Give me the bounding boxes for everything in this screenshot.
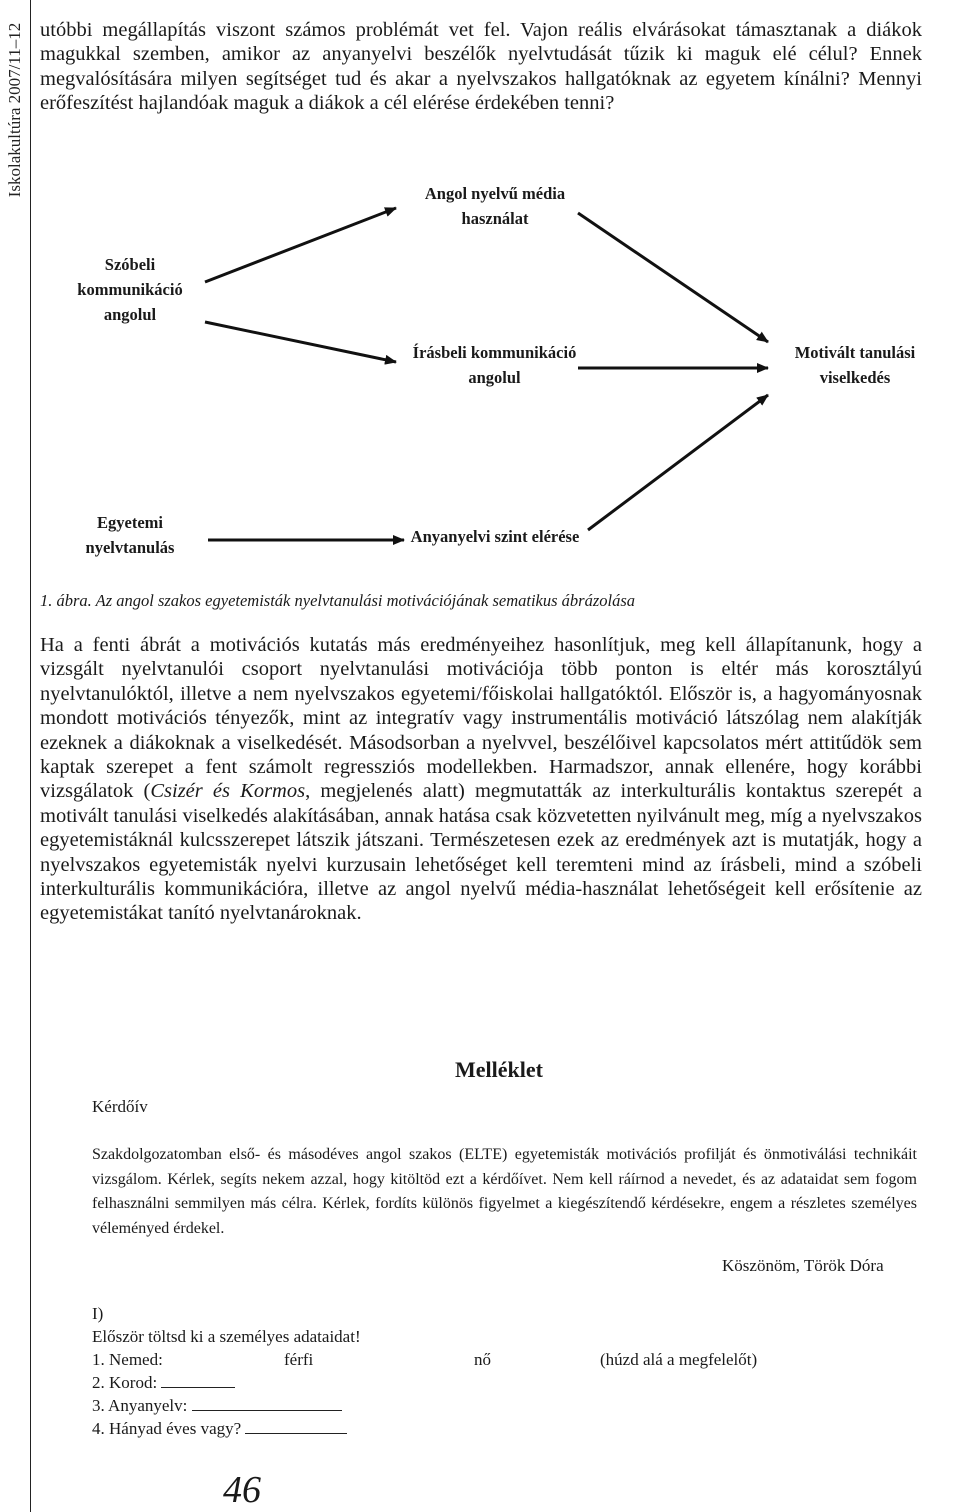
node-native-level: Anyanyelvi szint elérése — [410, 527, 580, 546]
intro-paragraph: utóbbi megállapítás viszont számos problémát vet fel. Vajon reális elvárásokat támasztanak a diákok magukkal szemben, amikor az anyanyelvi beszélők nyelvtudását tűzik ki maguk elé célul? Ennek megvalósítására milyen segítséget tud és akar a nyelvszakos hallgatóknak az egyetem kínálni? Mennyi erőfeszítést hajlandóak maguk a diákok a cél elérése érdekében tenni? — [40, 19, 922, 115]
node-oral-communication: Szóbeli kommunikáció angolul — [77, 255, 183, 324]
journal-name: Iskolakultúra 2007/11–12 — [5, 22, 24, 198]
page-number: 46 — [223, 1469, 261, 1511]
citation: Csizér és Kormos — [150, 780, 306, 803]
section-instruction: Először töltsd ki a személyes adataidat! — [92, 1327, 361, 1346]
body-text-part-1: Ha a fenti ábrát a motivációs kutatás más eredményeihez hasonlítjuk, meg kell állapítanunk, hogy a vizsgált nyelvtanulói csoport nyelvtanulási motivációja több ponton is eltér más korosztályú nyelvtanulóktól, illetve a nem nyelvszakos egyetemi/főiskolai hallgatóktól. Először is, a hagyományosnak mondott motivációs tényezők, mint az integratív vagy instrumentális motiváció látszólag nem alakítják ezeknek a diákoknak a viselkedését. Másodsorban a nyelvvel, beszélőivel kapcsolatos mért attitűdök sem kaptak szerepet a fent számolt regressziós modellekben. Harmadszor, annak ellenére, hogy korábbi vizsgálatok ( — [40, 634, 922, 803]
question-year — [92, 1418, 347, 1440]
age-answer-line[interactable] — [161, 1373, 235, 1388]
gender-instruction: (húzd alá a megfelelőt) — [600, 1350, 758, 1369]
gender-option-male[interactable]: férfi — [284, 1350, 314, 1369]
question-age — [92, 1372, 235, 1394]
node-media-use: Angol nyelvű média használat — [424, 184, 566, 228]
node-motivated-behaviour: Motivált tanulási viselkedés — [794, 343, 916, 387]
questionnaire-intro: Szakdolgozatomban első- és másodéves angol szakos (ELTE) egyetemisták motivációs profilját és önmotiválási technikáit vizsgálom. Kérlek, segíts nekem azzal, hogy kitöltöd ezt a kérdőívet. Nem kell ráírnod a nevedet, és az adataidat sem fogom felhasználni semmilyen más célra. Kérlek, fordíts különös figyelmet a kiegészítendő kérdésekre, engem a részletes személyes véleményed érdekel. — [92, 1146, 917, 1237]
arrow-media-to-motivated — [578, 213, 768, 342]
native-language-answer-line[interactable] — [192, 1396, 342, 1411]
section-marker: I) — [92, 1304, 104, 1323]
gender-option-female[interactable]: nő — [474, 1350, 491, 1369]
year-answer-line[interactable] — [245, 1419, 347, 1434]
figure-caption: 1. ábra. Az angol szakos egyetemisták nyelvtanulási motivációjának sematikus ábrázolása — [40, 591, 635, 610]
node-university-learning: Egyetemi nyelvtanulás — [85, 513, 175, 557]
body-text-part-2: , megjelenés alatt) megmutatták az interkulturális kontaktus szerepét a motivált tanulási viselkedés alakításában, annak hatása csak közvetetten nyilvánult meg, míg a nyelvszakos egyetemistáknál kulcsszerepet látszik játszani. Természetesen ezek az eredmények azt is mutatják, hogy a nyelvszakos egyetemisták nyelvi kurzusain lehetőséget kell teremteni mind az írásbeli, mind a szóbeli interkulturális kommunikációra, illetve az angol nyelvű média-használat lehetőségeit kell erősítenie az egyetemistákat tanító nyelvtanároknak. — [40, 780, 922, 925]
appendix-title: Melléklet — [455, 1057, 543, 1082]
arrow-native-to-motivated — [588, 395, 768, 530]
question-native-language-label: 3. Anyanyelv: — [92, 1396, 188, 1415]
question-native-language — [92, 1395, 342, 1417]
arrow-oral-to-written — [205, 322, 396, 362]
question-year-label: 4. Hányad éves vagy? — [92, 1419, 242, 1438]
question-age-label: 2. Korod: — [92, 1373, 158, 1392]
node-written-communication: Írásbeli kommunikáció angolul — [412, 343, 577, 387]
signature-line: Köszönöm, Török Dóra — [722, 1256, 884, 1275]
body-paragraph — [40, 633, 922, 926]
question-gender-label: 1. Nemed: — [92, 1350, 163, 1369]
questionnaire-label: Kérdőív — [92, 1097, 148, 1116]
arrow-oral-to-media — [205, 208, 396, 282]
